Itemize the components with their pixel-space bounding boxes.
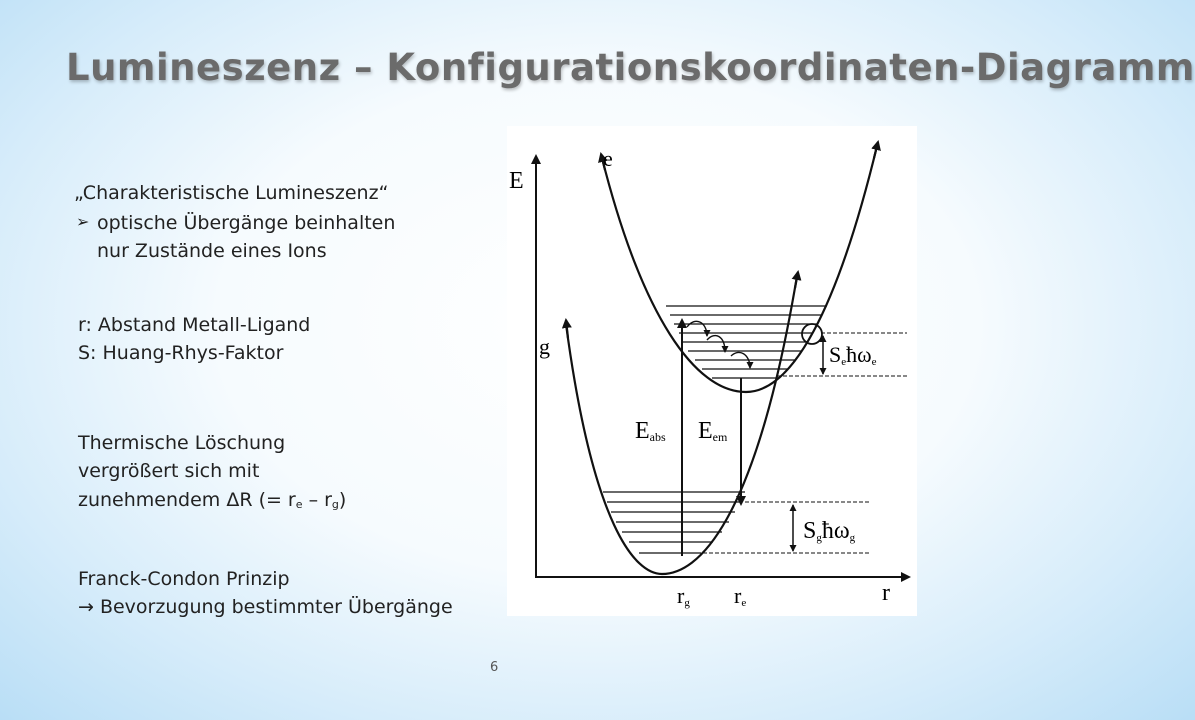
text-increases-with: vergrößert sich mit: [78, 460, 260, 482]
text-states-one-ion: nur Zustände eines Ions: [97, 240, 327, 262]
rg-label: rg: [677, 583, 690, 609]
sg-hw-label: Sgħωg: [803, 518, 856, 544]
ground-curve-arrow: [566, 320, 568, 338]
excited-vibrational-levels: [666, 306, 827, 378]
curve-g-label: g: [539, 334, 550, 359]
curve-e-label: e: [603, 146, 613, 171]
eem-label: Eem: [698, 418, 728, 444]
text-r-definition: r: Abstand Metall-Ligand: [78, 314, 311, 336]
text-s-definition: S: Huang-Rhys-Faktor: [78, 342, 284, 364]
axis-x-label: r: [882, 580, 890, 606]
text-characteristic-luminescence: „Charakteristische Lumineszenz“: [74, 182, 389, 204]
text-franck-condon: Franck-Condon Prinzip: [78, 568, 290, 590]
slide-number: 6: [490, 660, 499, 675]
ground-curve-arrow-right: [795, 272, 798, 288]
configuration-coordinate-diagram: [507, 126, 917, 616]
text-optical-transitions: optische Übergänge beinhalten: [97, 212, 396, 234]
se-hw-label: Seħωe: [829, 342, 877, 368]
axis-y-label: E: [509, 168, 524, 194]
excited-curve-arrow-right: [874, 142, 878, 158]
eabs-label: Eabs: [635, 418, 666, 444]
slide-title: Lumineszenz – Konfigurationskoordinaten-Diagramm: [66, 46, 1195, 89]
text-delta-r: zunehmendem ΔR (= re – rg): [78, 489, 347, 511]
relaxation-arrows: [687, 321, 750, 368]
re-label: re: [734, 583, 747, 609]
text-thermal-quenching: Thermische Löschung: [78, 432, 286, 454]
text-preference-transitions: → Bevorzugung bestimmter Übergänge: [78, 596, 453, 618]
arrow-bullet-icon: ➢: [76, 212, 90, 231]
diagram-svg: [507, 126, 917, 616]
